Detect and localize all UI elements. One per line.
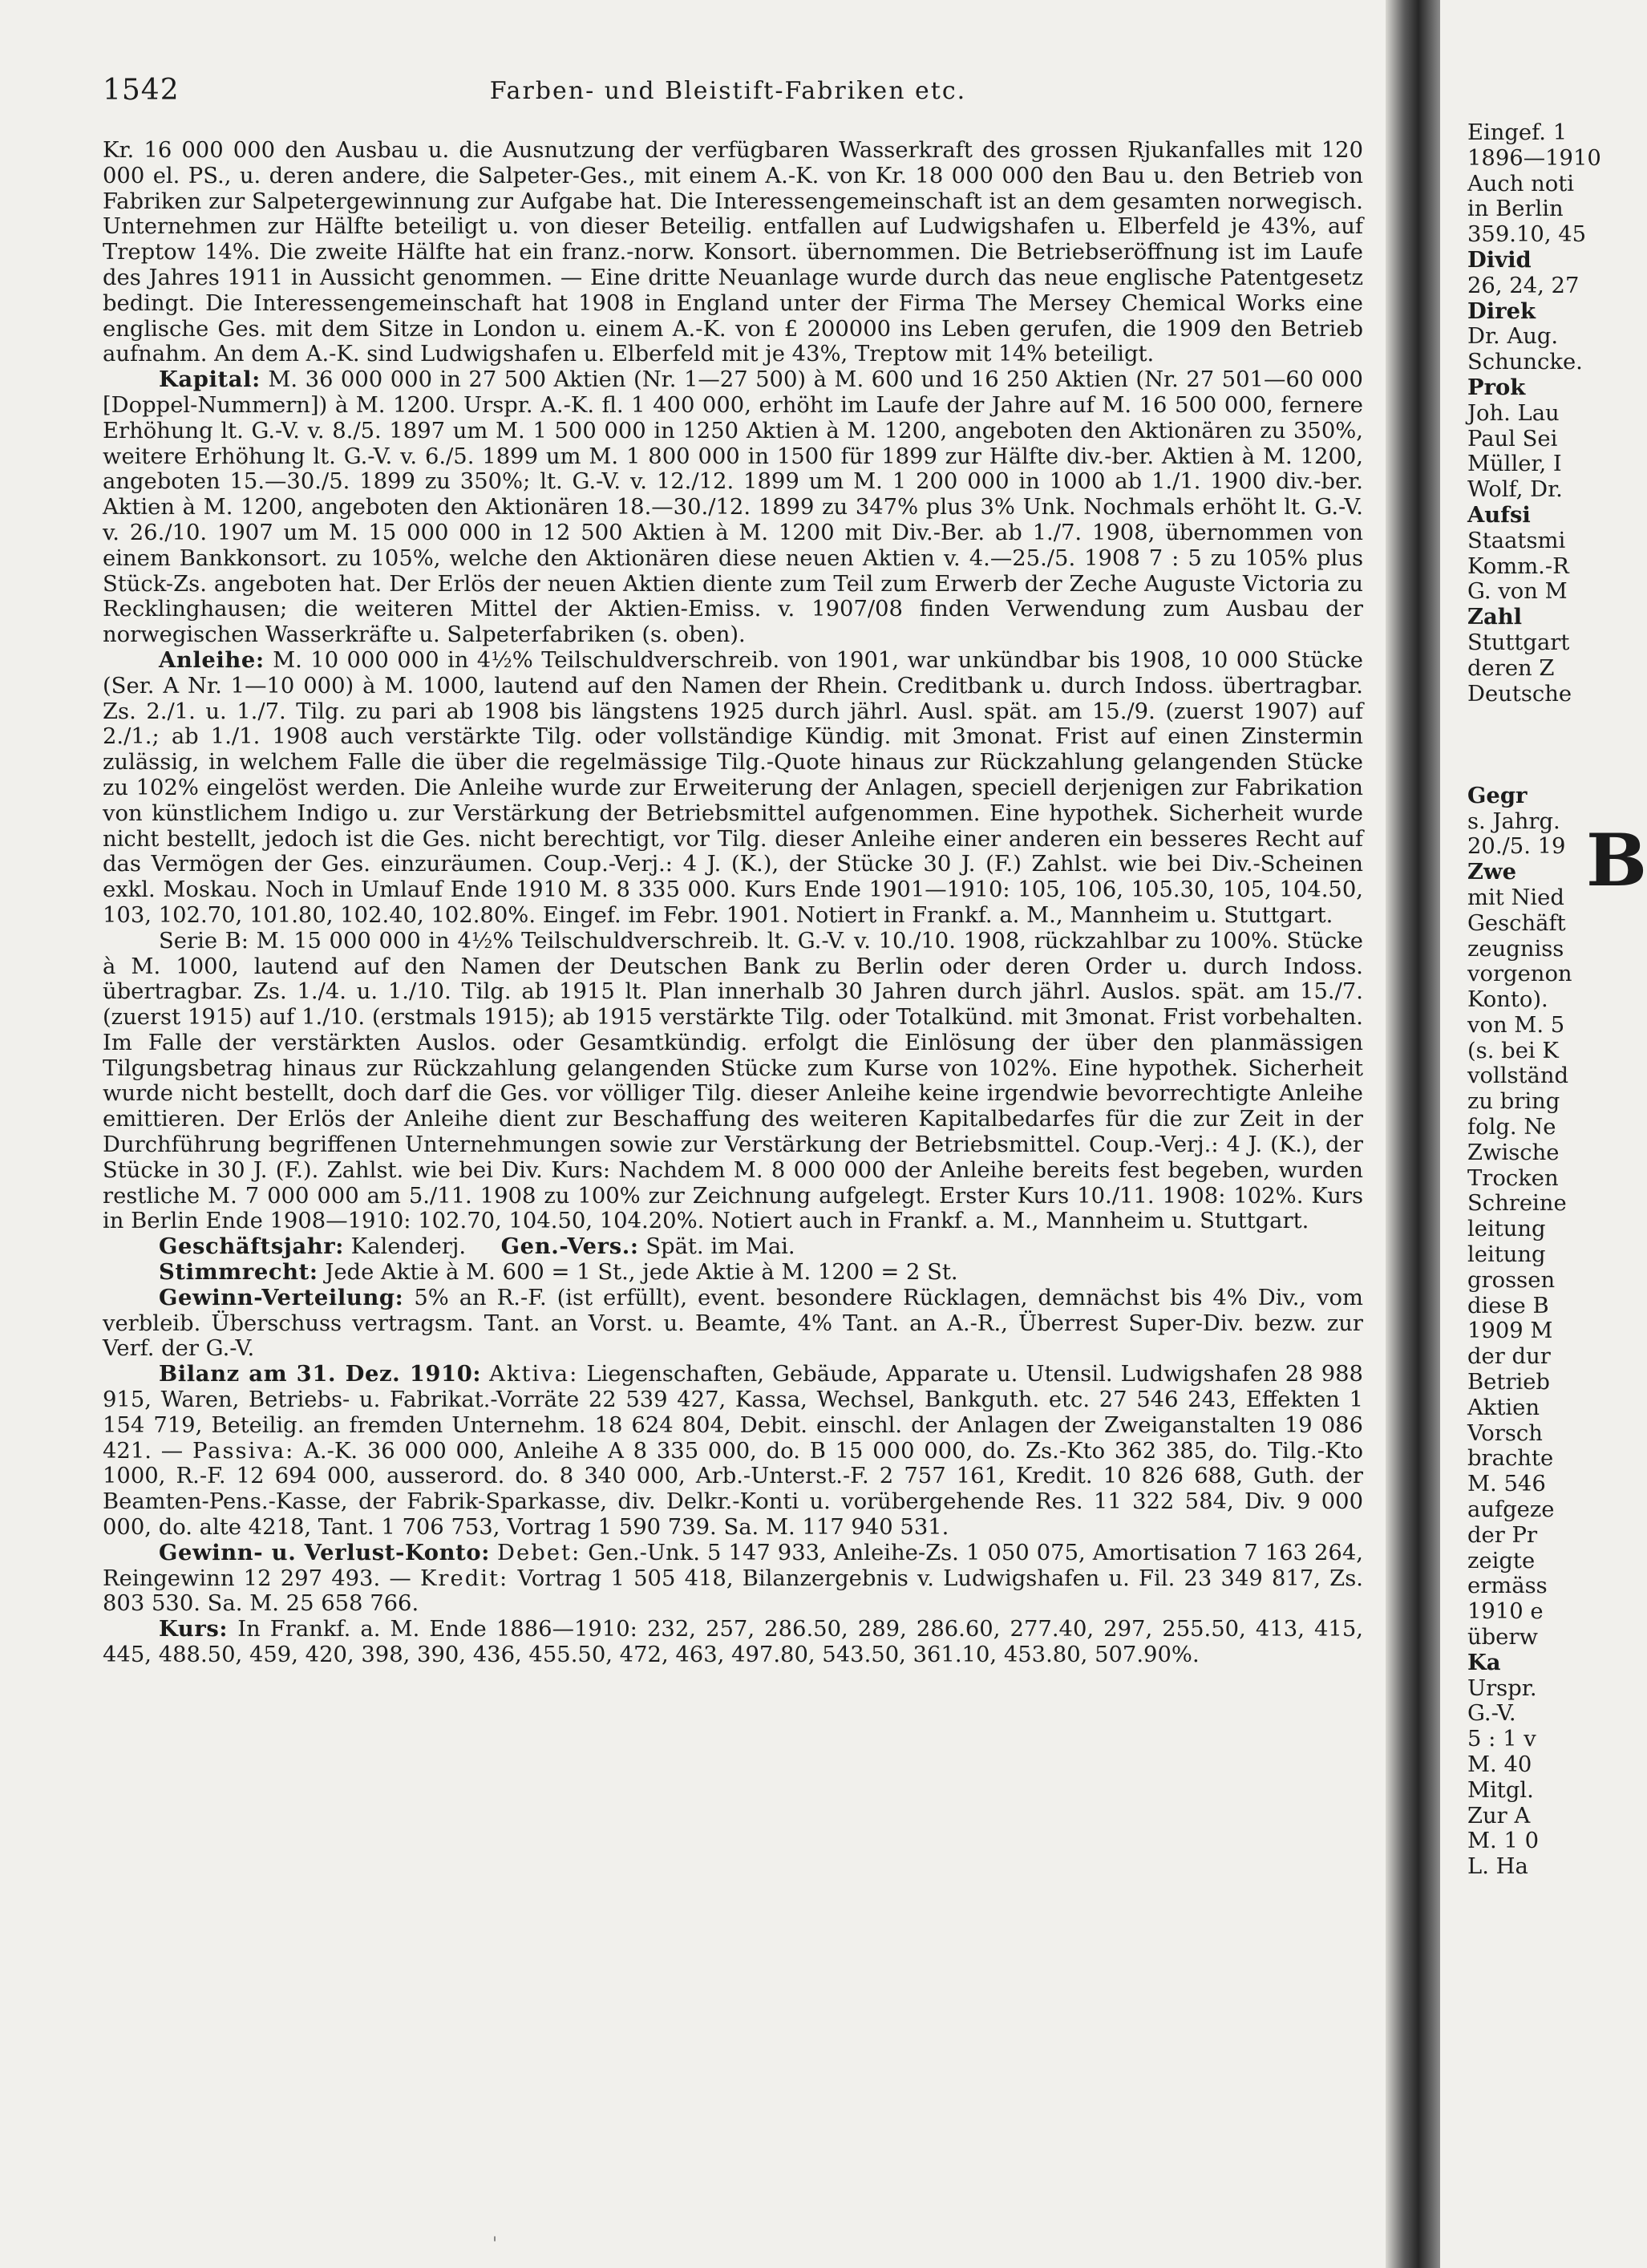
fragment-line: Direk <box>1467 298 1536 324</box>
kurs-section <box>103 1617 1363 1668</box>
fragment-line: Aufsi <box>1467 501 1531 528</box>
fragment-line: Urspr. <box>1467 1675 1537 1701</box>
gewinn-verteilung-text: 5% an R.-F. (ist erfüllt), event. besondere Rücklagen, demnächst bis 4% Div., vom verbleib. Überschuss vertragsm. Tant. an Vorst. u. Beamte, 4% Tant. an A.-R., Überrest Super-Div. bezw. zur Verf. der G.-V. <box>103 1285 1363 1362</box>
fragment-line: Staatsmi <box>1467 528 1566 553</box>
fragment-line: in Berlin <box>1467 196 1564 222</box>
debet-text: Gen.-Unk. 5 147 933, Anleihe-Zs. 1 050 075, Amortisation 7 163 264, Reingewinn 12 297 493. — <box>103 1540 1363 1591</box>
next-page-big-letter: B <box>1586 818 1647 903</box>
fragment-line: zu bring <box>1467 1089 1560 1115</box>
fragment-line: M. 546 <box>1467 1472 1546 1497</box>
fragment-line: Zahl <box>1467 604 1523 630</box>
gen-vers-label: Gen.-Vers.: <box>500 1233 639 1260</box>
gewinn-verteilung-section <box>103 1286 1363 1362</box>
passiva-text: A.-K. 36 000 000, Anleihe A 8 335 000, do. B 15 000 000, do. Zs.-Kto 362 385, do. Tilg.-Kto 1000, R.-F. 12 694 000, ausserord. do. 8 340 000, Arb.-Unterst.-F. 2 757 161, Kredit. 10 826 688, Guth. der Beamten-Pens.-Kasse, der Fabrik-Sparkasse, div. Delkr.-Konti u. vorübergehende Res. 11 322 584, Div. 9 000 000, do. alte 4218, Tant. 1 706 753, Vortrag 1 590 739. Sa. M. 117 940 531. <box>103 1438 1363 1541</box>
fragment-line: Paul Sei <box>1467 426 1558 452</box>
fragment-line: M. 40 <box>1467 1752 1532 1777</box>
fragment-line: vollständ <box>1467 1063 1569 1089</box>
fragment-line <box>1467 707 1604 732</box>
kurs-label: Kurs: <box>159 1616 229 1642</box>
fragment-line: 26, 24, 27 <box>1467 273 1580 298</box>
fragment-line: Schuncke. <box>1467 350 1583 375</box>
fragment-line: G.-V. <box>1467 1701 1516 1727</box>
fragment-line: Mitgl. <box>1467 1777 1534 1803</box>
gewinn-verteilung-label: Gewinn-Verteilung: <box>159 1284 404 1310</box>
fragment-line: G. von M <box>1467 579 1568 605</box>
fragment-line: M. 1 0 <box>1467 1829 1540 1854</box>
geschaeftsjahr-section <box>103 1234 1363 1260</box>
fragment-line: Betrieb <box>1467 1370 1550 1395</box>
fragment-line: zeigte <box>1467 1548 1536 1573</box>
kredit-text: Vortrag 1 505 418, Bilanzergebnis v. Ludwigshafen u. Fil. 23 349 817, Zs. 803 530. Sa. M. 25 658 766. <box>103 1565 1363 1617</box>
fragment-line: diese B <box>1467 1293 1549 1318</box>
fragment-line: Prok <box>1467 374 1526 400</box>
aktiva-label: Aktiva: <box>489 1362 579 1387</box>
aktiva-text: Liegenschaften, Gebäude, Apparate u. Utensil. Ludwigshafen 28 988 915, Waren, Betriebs- u. Fabrikat.-Vorräte 22 539 427, Kassa, Wechsel, Bankguth. etc. 27 546 243, Effekten 1 154 719, Beteilig. an fremden Unternehm. 18 624 804, Debit. einschl. der Anlagen der Zweiganstalten 19 086 421. — <box>103 1362 1363 1464</box>
kapital-text: M. 36 000 000 in 27 500 Aktien (Nr. 1—27 500) à M. 600 und 16 250 Aktien (Nr. 27 501—60 000 [Doppel-Nummern]) à M. 1200. Urspr. A.-K. fl. 1 400 000, erhöht im Laufe der Jahre auf M. 16 500 000, fernere Erhöhung lt. G.-V. v. 8./5. 1897 um M. 1 500 000 in 1250 Aktien à M. 1200, angeboten den Aktionären zu 350%, weitere Erhöhung lt. G.-V. v. 6./5. 1899 um M. 1 800 000 in 1500 für 1899 zur Hälfte div.-ber. Aktien à M. 1200, angeboten 15.—30./5. 1899 zu 350%; lt. G.-V. v. 12./12. 1899 um M. 1 200 000 in 1000 ab 1./1. 1900 div.-ber. Aktien à M. 1200, angeboten den Aktionären 18.—30./12. 1899 zu 347% plus 3% Unk. Nochmals erhöht lt. G.-V. v. 26./10. 1907 um M. 15 000 000 in 12 500 Aktien à M. 1200 mit Div.-Ber. ab 1./7. 1908, übernommen von einem Bankkonsort. zu 105%, welche den Aktionären diese neuen Aktien v. 4.—25./5. 1908 7 : 5 zu 105% plus Stück-Zs. angeboten hat. Der Erlös der neuen Aktien diente zum Teil zum Erwerb der Zeche Auguste Victoria zu Recklinghausen; die weiteren Mittel der Aktien-Emiss. v. 1907/08 finden Verwendung zum Ausbau der norwegischen Wasserkräfte u. Salpeterfabriken (s. oben). <box>103 367 1363 648</box>
running-title: Farben- und Bleistift-Fabriken etc. <box>489 77 967 105</box>
book-gutter <box>1386 0 1440 2268</box>
fragment-line: L. Ha <box>1467 1854 1528 1880</box>
kredit-label: Kredit: <box>419 1565 509 1591</box>
fragment-line: Joh. Lau <box>1467 400 1560 426</box>
fragment-line <box>1467 732 1604 758</box>
kurs-text: In Frankf. a. M. Ende 1886—1910: 232, 257, 286.50, 289, 286.60, 277.40, 297, 255.50, 413, 415, 445, 488.50, 459, 420, 398, 390, 436, 455.50, 472, 463, 497.80, 543.50, 361.10, 453.80, 507.90%. <box>103 1617 1363 1668</box>
kapital-section <box>103 367 1363 648</box>
fragment-line: von M. 5 <box>1467 1012 1565 1038</box>
fragment-line: der Pr <box>1467 1522 1538 1548</box>
fragment-line: folg. Ne <box>1467 1115 1556 1140</box>
fragment-line: der dur <box>1467 1344 1551 1370</box>
debet-label: Debet: <box>497 1540 581 1565</box>
anleihe-text: M. 10 000 000 in 4½% Teilschuldverschreib. von 1901, war unkündbar bis 1908, 10 000 Stücke (Ser. A Nr. 1—10 000) à M. 1000, lautend auf den Namen der Rhein. Creditbank u. durch Indoss. übertragbar. Zs. 2./1. u. 1./7. Tilg. zu pari ab 1908 bis längstens 1925 durch jährl. Ausl. spät. am 15./9. (zuerst 1907) auf 2./1.; ab 1./1. 1908 auch verstärkte Tilg. oder vollständige Kündig. mit 3monat. Frist auf einen Zinstermin zulässig, in welchem Falle die über die regelmässige Tilg.-Quote hinaus zur Rückzahlung gelangenden Stücke zu 102% eingelöst werden. Die Anleihe wurde zur Erweiterung der Anlagen, speciell derjenigen zur Fabrikation von künstlichem Indigo u. zur Verstärkung der Betriebsmittel aufgenommen. Eine hypothek. Sicherheit wurde nicht bestellt, jedoch ist die Ges. nicht berechtigt, vor Tilg. dieser Anleihe einer anderen ein besseres Recht auf das Vermögen der Ges. einzuräumen. Coup.-Verj.: 4 J. (K.), der Stücke 30 J. (F.) Zahlst. wie bei Div.-Scheinen exkl. Moskau. Noch in Umlauf Ende 1910 M. 8 335 000. Kurs Ende 1901—1910: 105, 106, 105.30, 105, 104.50, 103, 102.70, 101.80, 102.40, 102.80%. Eingef. im Febr. 1901. Notiert in Frankf. a. M., Mannheim u. Stuttgart. <box>103 647 1363 928</box>
fragment-line: vorgenon <box>1467 962 1572 987</box>
fragment-line: 5 : 1 v <box>1467 1727 1536 1752</box>
geschaeftsjahr-text: Kalenderj. <box>350 1234 467 1260</box>
fragment-line: Konto). <box>1467 987 1548 1013</box>
fragment-line: 1896—1910 <box>1467 145 1601 171</box>
fragment-line: Trocken <box>1467 1165 1559 1191</box>
gen-vers-text: Spät. im Mai. <box>645 1234 795 1260</box>
gewinn-verlust-label: Gewinn- u. Verlust-Konto: <box>159 1539 490 1565</box>
fragment-line: Deutsche <box>1467 681 1572 707</box>
fragment-line: deren Z <box>1467 655 1555 681</box>
fragment-line: Komm.-R <box>1467 553 1569 579</box>
fragment-line: Gegr <box>1467 782 1528 808</box>
bilanz-label: Bilanz am 31. Dez. 1910: <box>159 1361 482 1387</box>
fragment-line <box>1467 758 1604 784</box>
fragment-line: Divid <box>1467 246 1532 273</box>
main-column <box>103 138 1363 1668</box>
fragment-line: 1910 e <box>1467 1599 1544 1625</box>
anleihe-section <box>103 648 1363 929</box>
fragment-line: Geschäft <box>1467 910 1566 936</box>
fragment-line: 1909 M <box>1467 1318 1553 1344</box>
bilanz-section <box>103 1362 1363 1541</box>
page-number: 1542 <box>103 74 180 107</box>
fragment-line: Auch noti <box>1467 171 1575 196</box>
intro-paragraph: Kr. 16 000 000 den Ausbau u. die Ausnutzung der verfügbaren Wasserkraft des grossen Rjukanfalles mit 120 000 el. PS., u. deren andere, die Salpeter-Ges., mit einem A.-K. von Kr. 18 000 000 den Bau u. den Betrieb von Fabriken zur Salpetergewinnung zur Aufgabe hat. Die Interessengemeinschaft ist an dem gesamten norwegisch. Unternehmen zur Hälfte beteiligt u. von dieser Beteilig. entfallen auf Ludwigshafen u. Elberfeld je 43%, auf Treptow 14%. Die zweite Hälfte hat ein franz.-norw. Konsort. übernommen. Die Betriebseröffnung ist im Laufe des Jahres 1911 in Aussicht genommen. — Eine dritte Neuanlage wurde durch das neue englische Patentgesetz bedingt. Die Interessengemeinschaft hat 1908 in England unter der Firma The Mersey Chemical Works eine englische Ges. mit dem Sitze in London u. einem A.-K. von £ 200000 ins Leben gerufen, die 1909 den Betrieb aufnahm. An dem A.-K. sind Ludwigshafen u. Elberfeld mit je 43%, Treptow mit 14% beteiligt. <box>103 138 1363 367</box>
fragment-line: grossen <box>1467 1267 1556 1293</box>
fragment-line: Ka <box>1467 1649 1501 1675</box>
fragment-line: Zwische <box>1467 1140 1560 1165</box>
fragment-line: 20./5. 19 <box>1467 834 1566 860</box>
fragment-line: Zwe <box>1467 859 1517 885</box>
fragment-line: Aktien <box>1467 1395 1540 1420</box>
fragment-line: Dr. Aug. <box>1467 324 1559 350</box>
fragment-line: s. Jahrg. <box>1467 808 1560 834</box>
fragment-line: leitung <box>1467 1217 1546 1242</box>
fragment-line: Zur A <box>1467 1803 1531 1829</box>
anleihe-serie-b: Serie B: M. 15 000 000 in 4½% Teilschuldverschreib. lt. G.-V. v. 10./10. 1908, rückzahlbar zu 100%. Stücke à M. 1000, lautend auf den Namen der Deutschen Bank zu Berlin oder deren Order u. durch Indoss. übertragbar. Zs. 1./4. u. 1./10. Tilg. ab 1915 lt. Plan innerhalb 30 Jahren durch jährl. Auslos. spät. am 15./7. (zuerst 1915) auf 1./10. (erstmals 1915); ab 1915 verstärkte Tilg. oder Totalkünd. mit 3monat. Frist vorbehalten. Im Falle der verstärkten Auslos. oder Gesamtkündig. erfolgt die Einlösung der über den planmässigen Tilgungsbetrag hinaus zur Rückzahlung gelangenden Stücke zum Kurse von 102%. Eine hypothek. Sicherheit wurde nicht bestellt, doch darf die Ges. vor völliger Tilg. dieser Anleihe keine irgendwie bevorrechtigte Anleihe emittieren. Der Erlös der Anleihe dient zur Beschaffung des weiteren Kapitalbedarfes für die zur Zeit in der Durchführung begriffenen Unternehmungen sowie zur Verstärkung der Betriebsmittel. Coup.-Verj.: 4 J. (K.), der Stücke in 30 J. (F.). Zahlst. wie bei Div. Kurs: Nachdem M. 8 000 000 der Anleihe bereits fest begeben, wurden restliche M. 7 000 000 am 5./11. 1908 zu 100% zur Zeichnung aufgelegt. Erster Kurs 10./11. 1908: 102%. Kurs in Berlin Ende 1908—1910: 102.70, 104.50, 104.20%. Notiert auch in Frankf. a. M., Mannheim u. Stuttgart. <box>103 928 1363 1234</box>
fragment-line: zeugniss <box>1467 936 1564 962</box>
kapital-label: Kapital: <box>159 367 261 393</box>
fragment-line: brachte <box>1467 1446 1554 1472</box>
next-page-fragment <box>1467 120 1604 1880</box>
footer-mark: ' <box>492 2234 498 2254</box>
geschaeftsjahr-label: Geschäftsjahr: <box>159 1233 344 1260</box>
page-header <box>103 74 1354 114</box>
gewinn-verlust-section <box>103 1541 1363 1617</box>
anleihe-label: Anleihe: <box>159 646 265 673</box>
fragment-line: Stuttgart <box>1467 630 1570 655</box>
fragment-line: überw <box>1467 1625 1538 1650</box>
fragment-line: Eingef. 1 <box>1467 120 1568 145</box>
fragment-line: mit Nied <box>1467 885 1564 910</box>
stimmrecht-label: Stimmrecht: <box>159 1259 318 1286</box>
fragment-line: Müller, I <box>1467 452 1562 477</box>
fragment-line: leitung <box>1467 1242 1546 1268</box>
fragment-line: aufgeze <box>1467 1497 1555 1523</box>
stimmrecht-section <box>103 1260 1363 1286</box>
stimmrecht-text: Jede Aktie à M. 600 = 1 St., jede Aktie à M. 1200 = 2 St. <box>325 1260 958 1286</box>
fragment-line: Vorsch <box>1467 1420 1543 1446</box>
fragment-line: Schreine <box>1467 1191 1567 1217</box>
fragment-line: Wolf, Dr. <box>1467 477 1563 503</box>
fragment-line: (s. bei K <box>1467 1038 1559 1063</box>
passiva-label: Passiva: <box>192 1438 295 1464</box>
fragment-line: ermäss <box>1467 1573 1548 1599</box>
fragment-line: 359.10, 45 <box>1467 222 1587 248</box>
